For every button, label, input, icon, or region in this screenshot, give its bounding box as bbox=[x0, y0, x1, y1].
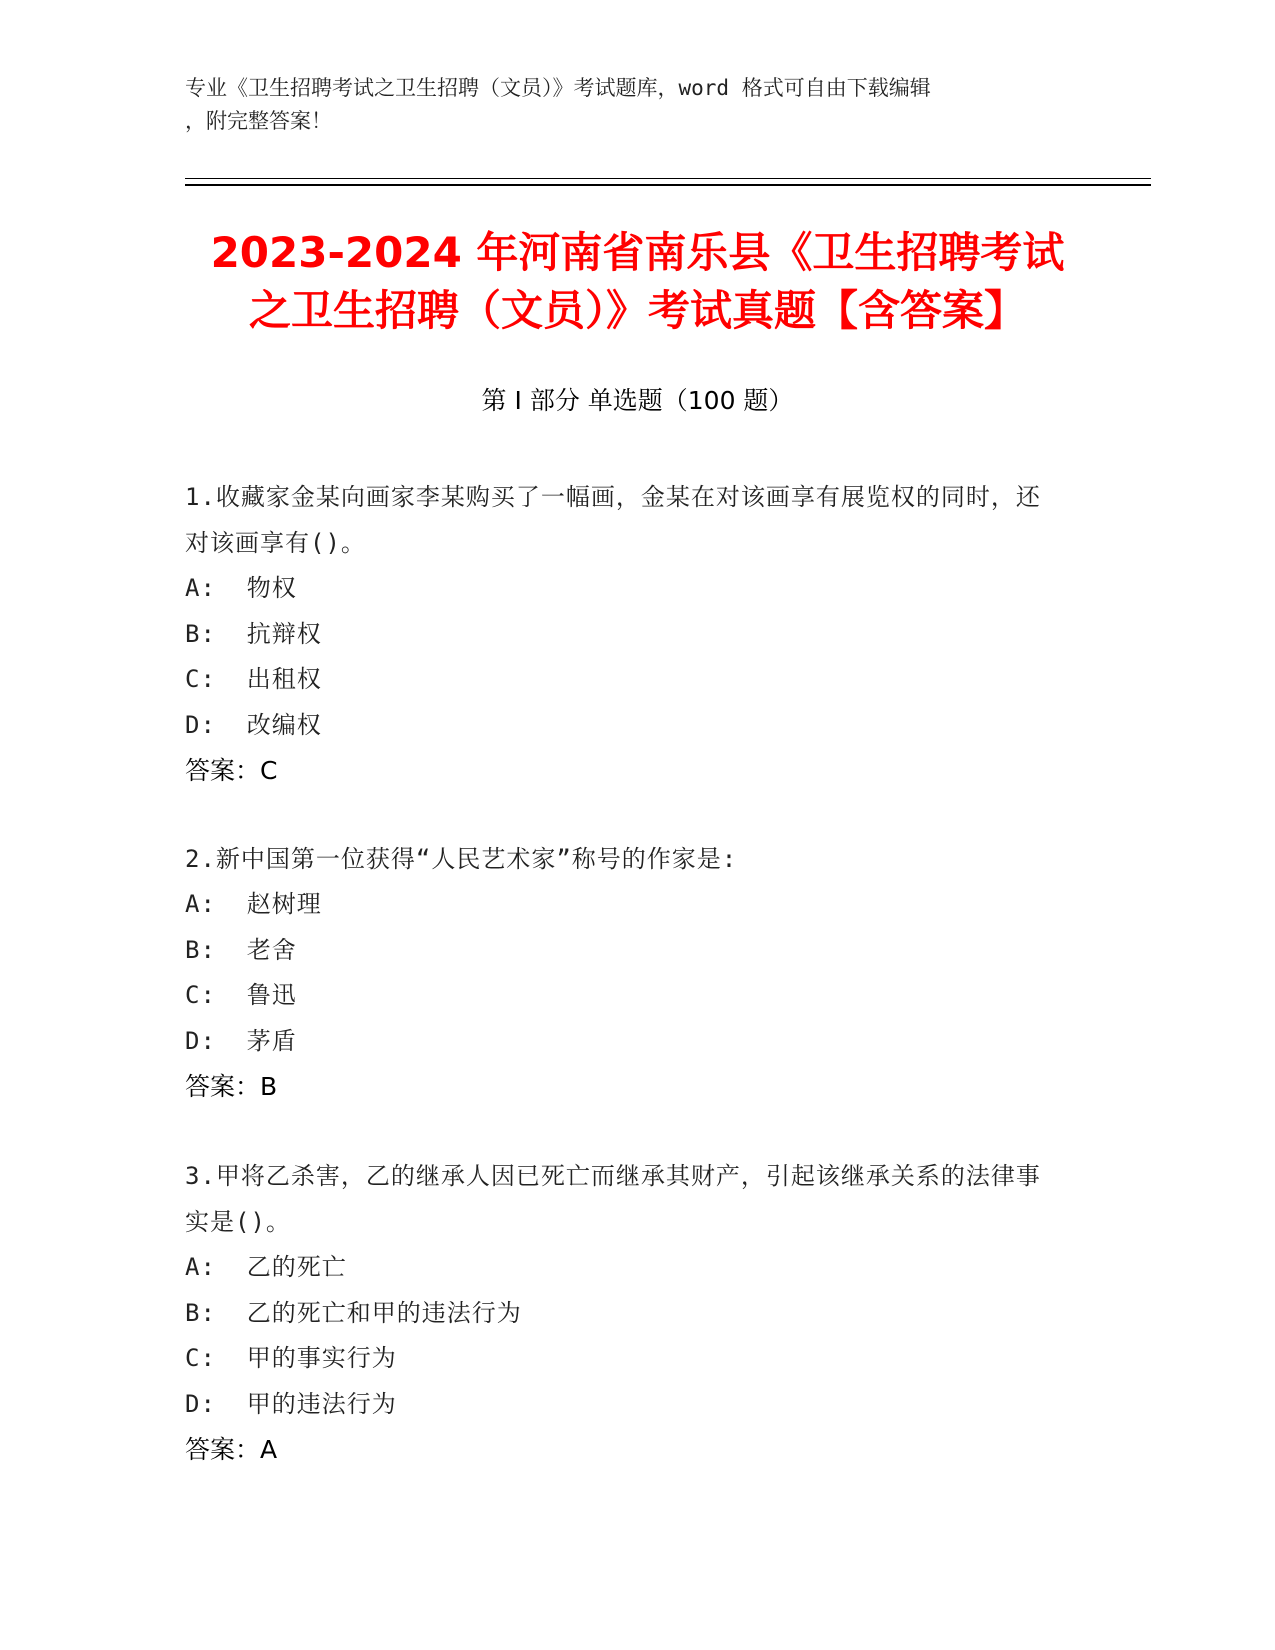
question-stem: 1.收藏家金某向画家李某购买了一幅画，金某在对该画享有展览权的同时，还对该画享有()。 bbox=[185, 483, 1041, 557]
question-3 bbox=[185, 1153, 1065, 1473]
question-1 bbox=[185, 474, 1065, 794]
document-title-line-1: 2023-2024 年河南省南乐县《卫生招聘考试 bbox=[210, 228, 1065, 277]
option-b: B: 乙的死亡和甲的违法行为 bbox=[185, 1298, 522, 1327]
option-c: C: 鲁迅 bbox=[185, 981, 297, 1009]
header-divider-thick bbox=[185, 184, 1151, 186]
option-b: B: 抗辩权 bbox=[185, 619, 322, 648]
option-d: D: 改编权 bbox=[185, 710, 322, 739]
answer: 答案：B bbox=[185, 1072, 278, 1101]
option-b: B: 老舍 bbox=[185, 935, 297, 964]
section-heading: 第 I 部分 单选题（100 题） bbox=[481, 386, 794, 415]
option-d: D: 茅盾 bbox=[185, 1026, 297, 1055]
question-2 bbox=[185, 836, 1065, 1110]
option-a: A: 乙的死亡 bbox=[185, 1253, 347, 1281]
header-note bbox=[185, 72, 1085, 138]
header-divider-thin bbox=[185, 178, 1151, 179]
document-title-line-2: 之卫生招聘（文员）》考试真题【含答案】 bbox=[248, 286, 1026, 335]
header-note-line-1: 专业《卫生招聘考试之卫生招聘（文员）》考试题库，word 格式可自由下载编辑 bbox=[185, 76, 931, 100]
answer: 答案：A bbox=[185, 1435, 278, 1464]
question-stem: 2.新中国第一位获得“人民艺术家”称号的作家是: bbox=[185, 845, 738, 873]
option-c: C: 甲的事实行为 bbox=[185, 1344, 397, 1372]
option-a: A: 物权 bbox=[185, 574, 297, 602]
header-note-line-2: ，附完整答案！ bbox=[185, 109, 332, 133]
answer: 答案：C bbox=[185, 756, 278, 785]
document-title bbox=[150, 224, 1125, 340]
question-stem: 3.甲将乙杀害，乙的继承人因已死亡而继承其财产，引起该继承关系的法律事实是()。 bbox=[185, 1162, 1041, 1236]
option-d: D: 甲的违法行为 bbox=[185, 1389, 397, 1418]
option-a: A: 赵树理 bbox=[185, 890, 322, 918]
option-c: C: 出租权 bbox=[185, 665, 322, 693]
